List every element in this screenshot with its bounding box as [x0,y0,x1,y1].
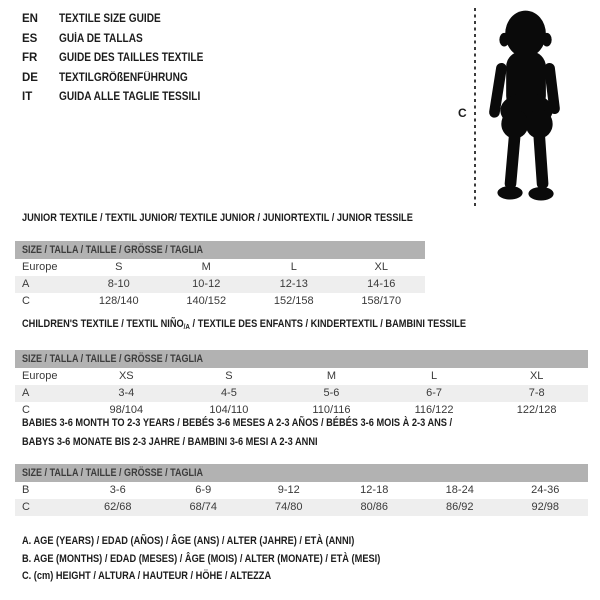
size-header-bar [15,241,425,259]
height-measure-label: C [458,106,467,120]
size-value-cell: M [326,369,337,382]
footnote-age-months [22,551,449,569]
size-value-cell: 24-36 [531,484,560,496]
size-value-cell: 3-6 [109,484,126,496]
size-value-cell: 122/128 [516,403,557,416]
guide-title-text: GUIDE DES TAILLES TEXTILE [59,52,204,64]
table-row [15,276,425,293]
size-value-cell: 6-7 [426,386,443,399]
size-header-bar [15,350,588,368]
row-label: C [22,501,30,513]
size-value-cell: 68/74 [189,501,218,513]
footnote-text: A. AGE (YEARS) / EDAD (AÑOS) / ÂGE (ANS) / ALTER (JAHRE) / ETÀ (ANNI) [22,535,355,547]
row-label: B [22,484,30,496]
size-value-cell: 14-16 [367,277,396,290]
table-title: BABIES 3-6 MONTH TO 2-3 YEARS / BEBÉS 3-6 MESES A 2-3 AÑOS / BÉBÉS 3-6 MOIS À 2-3 ANS / BABYS 3-6 MONATE BIS 2-3 JAHRE / BAMBINI 3-6 MESI A 2-3 ANNI [22,417,453,448]
size-value-cell: 62/68 [103,501,132,513]
size-value-cell: 9-12 [277,484,300,496]
language-code: IT [22,91,33,103]
size-value-cell: M [201,260,211,273]
row-label: Europe [22,260,58,273]
row-label: C [22,294,30,307]
language-guide-titles [22,10,223,108]
size-value-cell: S [225,369,233,382]
size-value-cell: 7-8 [528,386,545,399]
guide-title-text: GUÍA DE TALLAS [59,32,143,45]
table-row [15,368,588,385]
size-value-cell: 80/86 [360,501,389,513]
size-value-cell: 6-9 [195,484,212,496]
size-header-text: SIZE / TALLA / TAILLE / GRÖSSE / TAGLIA [22,467,204,479]
table-row [15,293,425,310]
size-value-cell: 12-18 [360,484,389,496]
table-row [15,259,425,276]
measure-footnotes [22,533,449,586]
junior-textile-table [15,209,425,310]
guide-title-row-es [22,30,223,50]
size-value-cell: 74/80 [274,501,303,513]
footnote-height-cm [22,568,449,586]
baby-silhouette-image [480,7,573,208]
row-label: Europe [22,369,58,382]
size-value-cell: 98/104 [109,403,144,416]
guide-title-row-en [22,10,223,30]
language-code: EN [22,13,38,25]
size-value-cell: 12-13 [279,277,308,290]
row-label: A [22,277,30,290]
guide-title-text: GUIDA ALLE TAGLIE TESSILI [59,91,201,103]
size-value-cell: 86/92 [445,501,474,513]
size-value-cell: 128/140 [98,294,139,307]
footnote-age-years [22,533,449,551]
childrens-textile-table [15,315,588,419]
table-row [15,385,588,402]
height-measure-line [474,8,476,207]
language-code: DE [22,71,38,84]
guide-title-row-it [22,88,223,108]
row-label: C [22,403,30,416]
footnote-text: C. (cm) HEIGHT / ALTURA / HAUTEUR / HÖHE / ALTEZZA [22,570,272,582]
size-value-cell: 10-12 [192,277,221,290]
guide-title-row-fr [22,49,223,69]
table-title: CHILDREN'S TEXTILE / TEXTIL $NIÑO_{/A}$ / TEXTILE DES ENFANTS / KINDERTEXTIL / BAMBINI TESSILE [22,318,467,331]
size-value-cell: XL [374,260,388,273]
size-value-cell: XL [529,369,544,382]
size-value-cell: 104/110 [209,403,249,416]
size-value-cell: 116/122 [414,403,454,416]
table-row [15,499,588,516]
size-value-cell: 110/116 [312,403,351,416]
size-value-cell: 5-6 [323,386,340,399]
size-value-cell: XS [118,369,134,382]
guide-title-text: TEXTILE SIZE GUIDE [59,13,161,25]
footnote-text: B. AGE (MONTHS) / EDAD (MESES) / ÂGE (MOIS) / ALTER (MONATE) / ETÀ (MESI) [22,552,381,565]
table-title: JUNIOR TEXTILE / TEXTIL JUNIOR/ TEXTILE JUNIOR / JUNIORTEXTIL / JUNIOR TESSILE [22,212,413,224]
size-value-cell: 18-24 [445,484,474,496]
size-value-cell: 3-4 [118,386,135,399]
babies-textile-table [15,414,588,516]
size-header-bar [15,464,588,482]
size-header-text: SIZE / TALLA / TAILLE / GRÖSSE / TAGLIA [22,243,204,256]
size-value-cell: 140/152 [186,294,227,307]
guide-title-text: TEXTILGRÖßENFÜHRUNG [59,71,188,84]
size-value-cell: 152/158 [273,294,314,307]
row-label: A [22,386,30,399]
size-value-cell: 8-10 [107,277,130,290]
size-value-cell: L [431,369,438,382]
size-value-cell: 92/98 [531,501,560,513]
language-code: ES [22,32,38,45]
table-row [15,482,588,499]
guide-title-row-de [22,69,223,89]
size-header-text: SIZE / TALLA / TAILLE / GRÖSSE / TAGLIA [22,352,204,365]
language-code: FR [22,52,38,64]
size-value-cell: 4-5 [220,386,237,399]
size-value-cell: L [290,260,297,273]
size-value-cell: 158/170 [361,294,402,307]
size-value-cell: S [115,260,123,273]
